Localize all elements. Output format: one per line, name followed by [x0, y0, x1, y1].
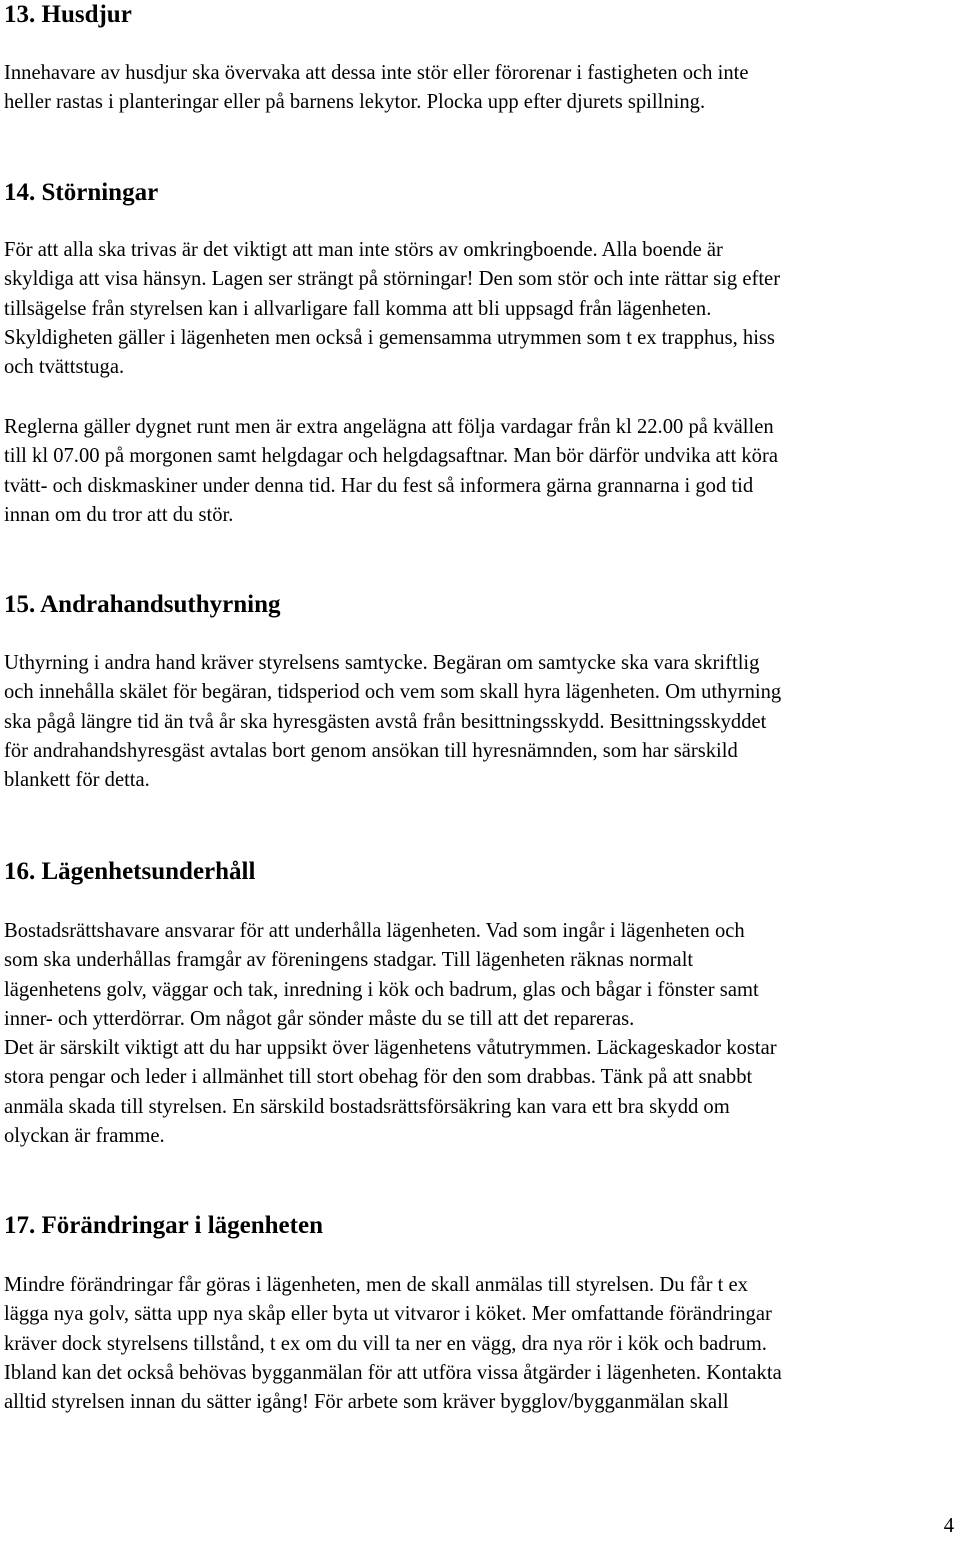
paragraph-line: Skyldigheten gäller i lägenheten men också i gemensamma utrymmen som t ex trapphus, hiss	[4, 326, 775, 349]
paragraph-line: olyckan är framme.	[4, 1125, 165, 1148]
section-13-paragraph	[4, 59, 960, 118]
paragraph-line: inner- och ytterdörrar. Om något går sönder måste du se till att det repareras.	[4, 1007, 635, 1030]
paragraph-line: och innehålla skälet för begäran, tidsperiod och vem som skall hyra lägenheten. Om uthyrning	[4, 681, 782, 704]
paragraph-line: Mindre förändringar får göras i lägenheten, men de skall anmälas till styrelsen. Du får t ex	[4, 1274, 748, 1296]
paragraph-line: heller rastas i planteringar eller på barnens lekytor. Plocka upp efter djurets spillning.	[4, 91, 706, 114]
paragraph-line: lägga nya golv, sätta upp nya skåp eller byta ut vitvaror i köket. Mer omfattande förändringar	[4, 1303, 772, 1326]
section-17-heading: 17. Förändringar i lägenheten	[4, 1212, 323, 1239]
paragraph-line: lägenhetens golv, väggar och tak, inredning i kök och badrum, glas och bågar i fönster samt	[4, 978, 759, 1001]
paragraph-line: Reglerna gäller dygnet runt men är extra angelägna att följa vardagar från kl 22.00 på kvällen	[4, 416, 774, 438]
paragraph-line: innan om du tror att du stör.	[4, 503, 234, 526]
paragraph-line: tvätt- och diskmaskiner under denna tid. Har du fest så informera gärna grannarna i god tid	[4, 474, 754, 497]
section-16-heading: 16. Lägenhetsunderhåll	[4, 858, 256, 885]
paragraph-line: för andrahandshyresgäst avtalas bort genom ansökan till hyresnämnden, som har särskild	[4, 739, 738, 762]
paragraph-line: blankett för detta.	[4, 769, 150, 792]
paragraph-line: Bostadsrättshavare ansvarar för att underhålla lägenheten. Vad som ingår i lägenheten och	[4, 920, 745, 942]
page-number: 4	[943, 1515, 954, 1537]
paragraph-line: För att alla ska trivas är det viktigt att man inte störs av omkringboende. Alla boende är	[4, 239, 723, 261]
section-14-heading: 14. Störningar	[4, 179, 159, 206]
paragraph-line: och tvättstuga.	[4, 356, 125, 379]
paragraph-line: stora pengar och leder i allmänhet till stort obehag för den som drabbas. Tänk på att snabbt	[4, 1066, 753, 1089]
paragraph-line: ska pågå längre tid än två år ska hyresgästen avstå från besittningsskydd. Besittningsskyddet	[4, 710, 767, 733]
section-14-paragraph-2	[4, 413, 960, 530]
section-15-paragraph	[4, 649, 960, 795]
paragraph-line: Det är särskilt viktigt att du har uppsikt över lägenhetens våtutrymmen. Läckageskador kostar	[4, 1037, 777, 1060]
paragraph-line: Uthyrning i andra hand kräver styrelsens samtycke. Begäran om samtycke ska vara skriftlig	[4, 652, 760, 674]
section-14-paragraph-1	[4, 236, 960, 382]
paragraph-line: till kl 07.00 på morgonen samt helgdagar och helgdagsaftnar. Man bör därför undvika att köra	[4, 445, 778, 468]
paragraph-line: Ibland kan det också behövas bygganmälan för att utföra vissa åtgärder i lägenheten. Kontakta	[4, 1361, 782, 1384]
section-16-paragraph	[4, 917, 960, 1151]
paragraph-line: tillsägelse från styrelsen kan i allvarligare fall komma att bli uppsagd från lägenheten.	[4, 297, 712, 320]
section-13-heading: 13. Husdjur	[4, 1, 132, 28]
section-17-paragraph	[4, 1271, 960, 1417]
paragraph-line: anmäla skada till styrelsen. En särskild bostadsrättsförsäkring kan vara ett bra skydd om	[4, 1095, 730, 1118]
paragraph-line: alltid styrelsen innan du sätter igång! För arbete som kräver bygglov/bygganmälan skall	[4, 1391, 729, 1414]
paragraph-line: som ska underhållas framgår av föreningens stadgar. Till lägenheten räknas normalt	[4, 949, 694, 972]
paragraph-line: Innehavare av husdjur ska övervaka att dessa inte stör eller förorenar i fastigheten och inte	[4, 62, 749, 84]
paragraph-line: kräver dock styrelsens tillstånd, t ex om du vill ta ner en vägg, dra nya rör i kök och badrum.	[4, 1332, 767, 1355]
section-15-heading: 15. Andrahandsuthyrning	[4, 591, 281, 618]
paragraph-line: skyldiga att visa hänsyn. Lagen ser strängt på störningar! Den som stör och inte rättar sig efter	[4, 268, 781, 291]
